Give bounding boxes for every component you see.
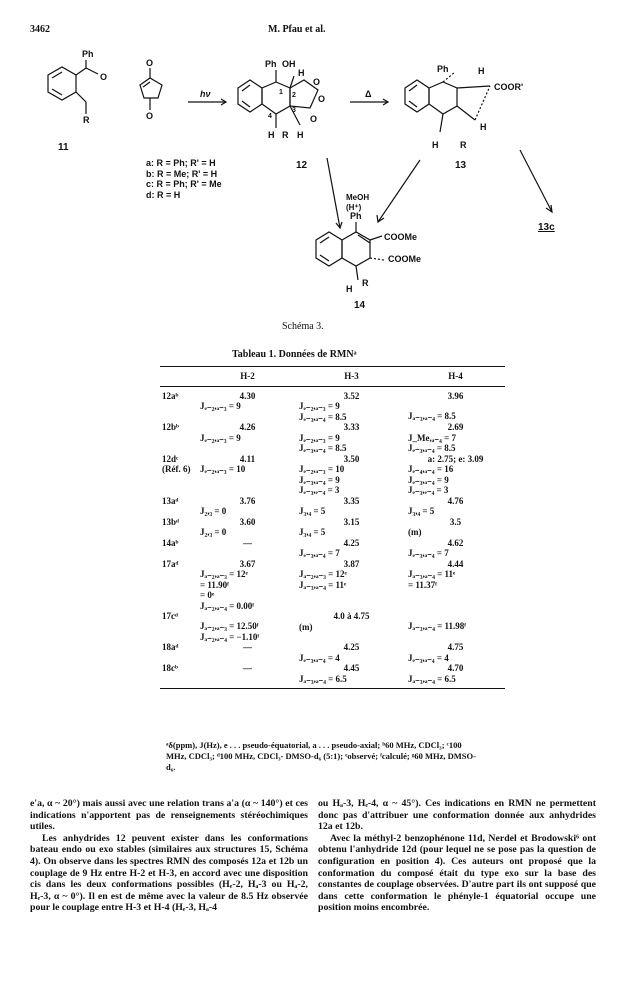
compound-cell <box>160 422 198 454</box>
ph-label-12: Ph <box>265 59 277 69</box>
pos1-label: 1 <box>279 89 283 96</box>
variant-a: a: R = Ph; R' = H <box>146 158 216 168</box>
h-label-13: H <box>478 66 485 76</box>
table-row <box>160 386 505 422</box>
h-label-12-b2: H <box>297 130 304 140</box>
o-label-ma-bottom: O <box>146 111 154 121</box>
chemical-shift: 3.96 <box>447 390 464 401</box>
coupling-constant: Jₑ₋₃,ₑ₋₄ = 3 <box>408 485 449 495</box>
coupling-constant: Jₐ₋₂,ₐ₋₄ = 0.00ᶠ <box>200 600 255 611</box>
coupling-constant: J_Me,ₐ₋₄ = 7 <box>408 432 456 443</box>
chemical-shift: 3.5 <box>449 516 462 527</box>
chemical-shift: 4.70 <box>447 663 464 673</box>
compound-id: 13bᵈ <box>162 516 179 527</box>
o-label-12-ring: O <box>318 94 326 104</box>
coupling-constant: Jₐ₋₂,ₐ₋₃ = 12.50ᶠ <box>200 621 259 631</box>
table-row <box>160 422 505 454</box>
variant-b: b: R = Me; R' = H <box>146 168 218 179</box>
structure-11 <box>48 60 98 114</box>
chemical-shift: 4.44 <box>447 558 464 569</box>
delta-label: Δ <box>365 89 372 99</box>
cell-h4 <box>406 559 505 612</box>
table-header-h3: H-3 <box>297 367 406 387</box>
cell-h2 <box>198 496 297 517</box>
coupling-constant: Jₑ₋₃,ₐ₋₄ = 4 <box>408 652 449 663</box>
cell-h2 <box>198 559 297 612</box>
compound-id: 17aᵈ <box>162 558 179 569</box>
r-label-11: R <box>83 115 90 125</box>
cell-h3 <box>297 454 406 496</box>
cell-h2 <box>198 611 297 642</box>
coupling-constant: Jₑ₋₃,ₐ₋₄ = 9 <box>408 474 449 485</box>
cell-h3 <box>297 517 406 538</box>
table-row <box>160 559 505 612</box>
body-column-left <box>30 798 308 914</box>
compound-14-label: 14 <box>354 300 366 311</box>
ph-label-13: Ph <box>437 64 449 74</box>
compound-12-label: 12 <box>296 160 308 171</box>
compound-id: 12dᶜ <box>162 453 179 464</box>
compound-11-label: 11 <box>58 142 69 153</box>
h-label-12-bottom: H <box>268 130 275 140</box>
chemical-shift: 3.33 <box>343 422 360 432</box>
compound-cell <box>160 517 198 538</box>
coupling-constant: J₂,₃ = 0 <box>200 527 227 537</box>
r-label-14: R <box>362 278 369 288</box>
compound-cell <box>160 496 198 517</box>
compound-13-label: 13 <box>455 160 467 171</box>
compound-cell <box>160 454 198 496</box>
compound-cell <box>160 386 198 422</box>
cell-h3 <box>297 663 406 689</box>
cell-h2 <box>198 517 297 538</box>
left-paragraph-1: e'a, α ~ 20°) mais aussi avec une relation trans a'a (α ~ 140°) et ces indications n'apportent pas de renseignements stéréochimiques utiles. <box>30 798 308 833</box>
compound-cell <box>160 538 198 559</box>
table-footnote: ᵃδ(ppm), J(Hz), e . . . pseudo-équatorial, a . . . pseudo-axial; ᵇ60 MHz, CDCl₃; ᶜ100 MHz, CDCl₃; ᵈ100 MHz, CDCl₃- DMSO-d₆ (5:1); ᵉobservé; ᶠcalculé; ᵍ60 MHz, DMSO-d₆. <box>166 740 476 772</box>
cell-h3 <box>297 559 406 612</box>
chemical-shift: 4.25 <box>343 537 360 548</box>
compound-id: 14aᵇ <box>162 537 179 548</box>
compound-13c-label: 13c <box>538 222 555 233</box>
compound-id: 12bᵇ <box>162 422 179 432</box>
coupling-constant: Jₐ₋₃,ₐ₋₄ = 11ᵉ <box>299 579 347 590</box>
coupling-constant: Jₑ₋₂,ₐ₋₃ = 9 <box>299 401 340 411</box>
chemical-shift: — <box>243 642 252 652</box>
ph-label-14: Ph <box>350 211 362 221</box>
compound-reference: (Réf. 6) <box>162 464 191 474</box>
o-label-11: O <box>100 72 108 82</box>
cell-h4 <box>406 538 505 559</box>
coupling-constant: Jₑ₋₃,ₐ₋₄ = 8.5 <box>408 443 456 453</box>
cell-h2 <box>198 422 297 454</box>
coupling-constant: Jₑ₋₂,ₐ₋₃ = 9 <box>299 432 340 443</box>
coor-label-13: COOR' <box>494 82 524 92</box>
cell-h4 <box>406 611 505 642</box>
coupling-constant: Jₐ₋₃,ₐ₋₄ = 11ᵉ <box>408 569 456 579</box>
cell-h4 <box>406 517 505 538</box>
chemical-shift: — <box>243 537 252 548</box>
variant-d: d: R = H <box>146 189 181 200</box>
chemical-shift: 3.15 <box>343 516 360 527</box>
coupling-constant: Jₐ₋₃,ₐ₋₄ = 8.5 <box>408 411 456 421</box>
h-label-13-b: H <box>480 122 487 132</box>
chemical-shift: a: 2.75; e: 3.09 <box>427 453 484 464</box>
cell-h2 <box>198 663 297 689</box>
chemical-shift: 4.11 <box>239 453 256 464</box>
cell-h3 <box>297 386 406 422</box>
coupling-constant: Jₑ₋₃,ₐ₋₄ = 7 <box>299 548 340 558</box>
chemical-shift <box>408 611 503 621</box>
table-header-compound <box>160 367 198 387</box>
chemical-shift: 2.69 <box>447 422 464 432</box>
coupling-constant: J₃,₄ = 5 <box>299 506 326 516</box>
coupling-constant: Jₑ₋₃,ₐ₋₄ = 7 <box>408 548 449 558</box>
chemical-shift: 3.35 <box>343 495 360 506</box>
coupling-constant <box>408 401 503 411</box>
pos3-label: 3 <box>292 107 296 114</box>
cell-h3 <box>297 611 406 642</box>
structure-13 <box>405 72 490 132</box>
compound-cell <box>160 611 198 642</box>
oh-label-12: OH <box>282 59 296 69</box>
table-header-h4: H-4 <box>406 367 505 387</box>
table-row <box>160 538 505 559</box>
coupling-constant: Jₐ₋₃,ₐ₋₄ = 11.98ᶠ <box>408 621 467 631</box>
r-label-12: R <box>282 130 289 140</box>
chemical-shift: 4.30 <box>239 390 256 401</box>
coupling-constant: Jₐ₋₂,ₐ₋₄ = −1.10ᶠ <box>200 631 260 642</box>
compound-id: 12aᵇ <box>162 390 179 401</box>
chemical-shift: 3.60 <box>239 516 256 527</box>
table-header-h2: H-2 <box>198 367 297 387</box>
compound-cell <box>160 642 198 663</box>
compound-cell <box>160 663 198 689</box>
coupling-constant: Jₑ₋₂,ₐ₋₃ = 10 <box>299 464 345 474</box>
compound-id: 17cᵈ <box>162 611 178 621</box>
compound-id: 13aᵈ <box>162 495 179 506</box>
chemical-shift: 3.50 <box>343 453 360 464</box>
coome-label-1: COOMe <box>384 232 418 242</box>
h-label-12: H <box>298 68 305 78</box>
reaction-scheme <box>0 0 627 340</box>
scheme-caption: Schéma 3. <box>282 321 324 332</box>
running-title: M. Pfau et al. <box>268 24 326 35</box>
structure-14 <box>316 222 384 280</box>
pos2-label: 2 <box>292 92 296 99</box>
coupling-constant: (m) <box>408 527 422 537</box>
cell-h4 <box>406 422 505 454</box>
chemical-shift: 4.26 <box>239 422 256 432</box>
page-number: 3462 <box>30 24 50 35</box>
coupling-constant: J₃,₄ = 5 <box>408 506 435 516</box>
pos4-label: 4 <box>268 113 272 120</box>
coupling-constant: Jₑ₋₄,ₐ₋₄ = 16 <box>408 464 454 474</box>
compound-id: 18aᵈ <box>162 642 179 652</box>
table-row <box>160 642 505 663</box>
coupling-constant: J₃,₄ = 5 <box>299 527 326 537</box>
coupling-constant: Jₑ₋₃,ₐ₋₄ = 9 <box>299 474 340 485</box>
cell-h2 <box>198 642 297 663</box>
right-paragraph-2: Avec la méthyl-2 benzophénone 11d, Nerdel et Brodowski⁶ ont obtenu l'anhydride 12d (pour lequel ne se pose pas la question de configuration en position 4). Ces auteurs ont proposé que la conformation du composé était du type exo sur la base des constantes de couplage observées. D'autre part ils ont supposé que dans cette conformation le phényle-1 équatorial occupe une position moins encombrée. <box>318 832 596 914</box>
o-label-ma-top: O <box>146 58 154 68</box>
maleic-anhydride <box>140 68 162 110</box>
cell-h4 <box>406 642 505 663</box>
compound-id: 18cᵇ <box>162 663 178 673</box>
coupling-constant: Jₑ₋₃,ₐ₋₄ = 8.5 <box>299 443 347 453</box>
chemical-shift: 4.25 <box>343 642 360 652</box>
cell-h2 <box>198 538 297 559</box>
chemical-shift: 3.76 <box>239 495 256 506</box>
cell-h2 <box>198 386 297 422</box>
coupling-constant: (m) <box>299 621 313 632</box>
coupling-constant: Jₐ₋₃,ₐ₋₄ = 6.5 <box>299 673 347 684</box>
cell-h3 <box>297 422 406 454</box>
table-body <box>160 386 505 689</box>
coupling-constant: Jₑ₋₃,ₑ₋₄ = 3 <box>299 485 340 495</box>
h-plus-label: (H⁺) <box>346 203 362 212</box>
cell-h3 <box>297 642 406 663</box>
coupling-constant: Jₑ₋₃,ₐ₋₄ = 4 <box>299 652 340 663</box>
compound-cell <box>160 559 198 612</box>
right-paragraph-1: ou Hₐ-3, Hₑ-4, α ~ 45°). Ces indications en RMN ne permettent donc pas d'attribuer une conformation donnée aux anhydrides 12a et 12b. <box>318 798 596 833</box>
r-label-13: R <box>460 140 467 150</box>
ph-label-11: Ph <box>82 49 94 59</box>
structure-12 <box>238 70 321 128</box>
coupling-constant: Jₑ₋₃,ₐ₋₄ = 8.5 <box>299 411 347 422</box>
nmr-table <box>160 366 505 689</box>
cell-h3 <box>297 538 406 559</box>
table-row <box>160 517 505 538</box>
coupling-constant: Jₐ₋₃,ₐ₋₄ = 6.5 <box>408 673 456 684</box>
cell-h4 <box>406 386 505 422</box>
chemical-shift <box>200 611 295 621</box>
coupling-constant: Jₑ₋₂,ₐ₋₃ = 10 <box>200 464 246 474</box>
chemical-shift: 4.62 <box>447 537 464 548</box>
chemical-shift: 4.75 <box>447 642 464 652</box>
table-row <box>160 496 505 517</box>
cell-h3 <box>297 496 406 517</box>
coupling-constant: Jₐ₋₂,ₐ₋₃ = 12ᵉ <box>200 569 248 579</box>
o-label-12-bottom: O <box>310 114 318 124</box>
coupling-constant: Jₐ₋₂,ₐ₋₃ = 12ᵉ <box>299 569 347 579</box>
cell-h4 <box>406 496 505 517</box>
chemical-shift: 4.76 <box>447 495 464 506</box>
cell-h4 <box>406 454 505 496</box>
chemical-shift: 3.87 <box>343 558 360 569</box>
table-row <box>160 611 505 642</box>
coupling-constant: J₂,₃ = 0 <box>200 506 227 516</box>
table-title: Tableau 1. Données de RMNᵃ <box>232 349 357 360</box>
body-column-right <box>318 798 596 914</box>
cell-h2 <box>198 454 297 496</box>
left-paragraph-2: Les anhydrides 12 peuvent exister dans les conformations bateau endo ou exo stables (similaires aux structures 15, Schéma 4). On observe dans les spectres RMN des composés 12a et 12b un couplage de 9 Hz entre H-2 et H-3, en accord avec une disposition cis dans les deux conformations possibles (Hₑ-2, Hₐ-3 ou Hₐ-2, Hₑ-3, α ~ 0°). Il en est de même avec la valeur de 8.5 Hz observée pour le couplage entre H-3 et H-4 (Hₑ-3, Hₐ-4 <box>30 832 308 914</box>
table-row <box>160 663 505 689</box>
cell-h4 <box>406 663 505 689</box>
h-label-14: H <box>346 284 353 294</box>
coupling-constant: Jₑ₋₂,ₐ₋₃ = 9 <box>200 401 241 411</box>
variant-c: c: R = Ph; R' = Me <box>146 179 222 189</box>
coupling-constant: = 0ᵉ <box>200 590 215 600</box>
chemical-shift: 3.67 <box>239 558 256 569</box>
coome-label-2: COOMe <box>388 254 422 264</box>
chemical-shift: 3.52 <box>343 390 360 401</box>
chemical-shift: — <box>243 663 252 673</box>
meoh-label: MeOH <box>346 193 370 202</box>
variant-list <box>146 158 222 200</box>
coupling-constant: = 11.37ᶠ <box>408 579 437 590</box>
h-label-13-c: H <box>432 140 439 150</box>
coupling-constant: Jₑ₋₂,ₐ₋₃ = 9 <box>200 432 241 443</box>
o-label-12-top: O <box>313 77 321 87</box>
hv-label: hν <box>200 89 211 99</box>
coupling-constant: = 11.90ᶠ <box>200 579 229 590</box>
chemical-shift: 4.45 <box>343 663 360 673</box>
chemical-shift: 4.0 à 4.75 <box>333 611 370 621</box>
table-row <box>160 454 505 496</box>
